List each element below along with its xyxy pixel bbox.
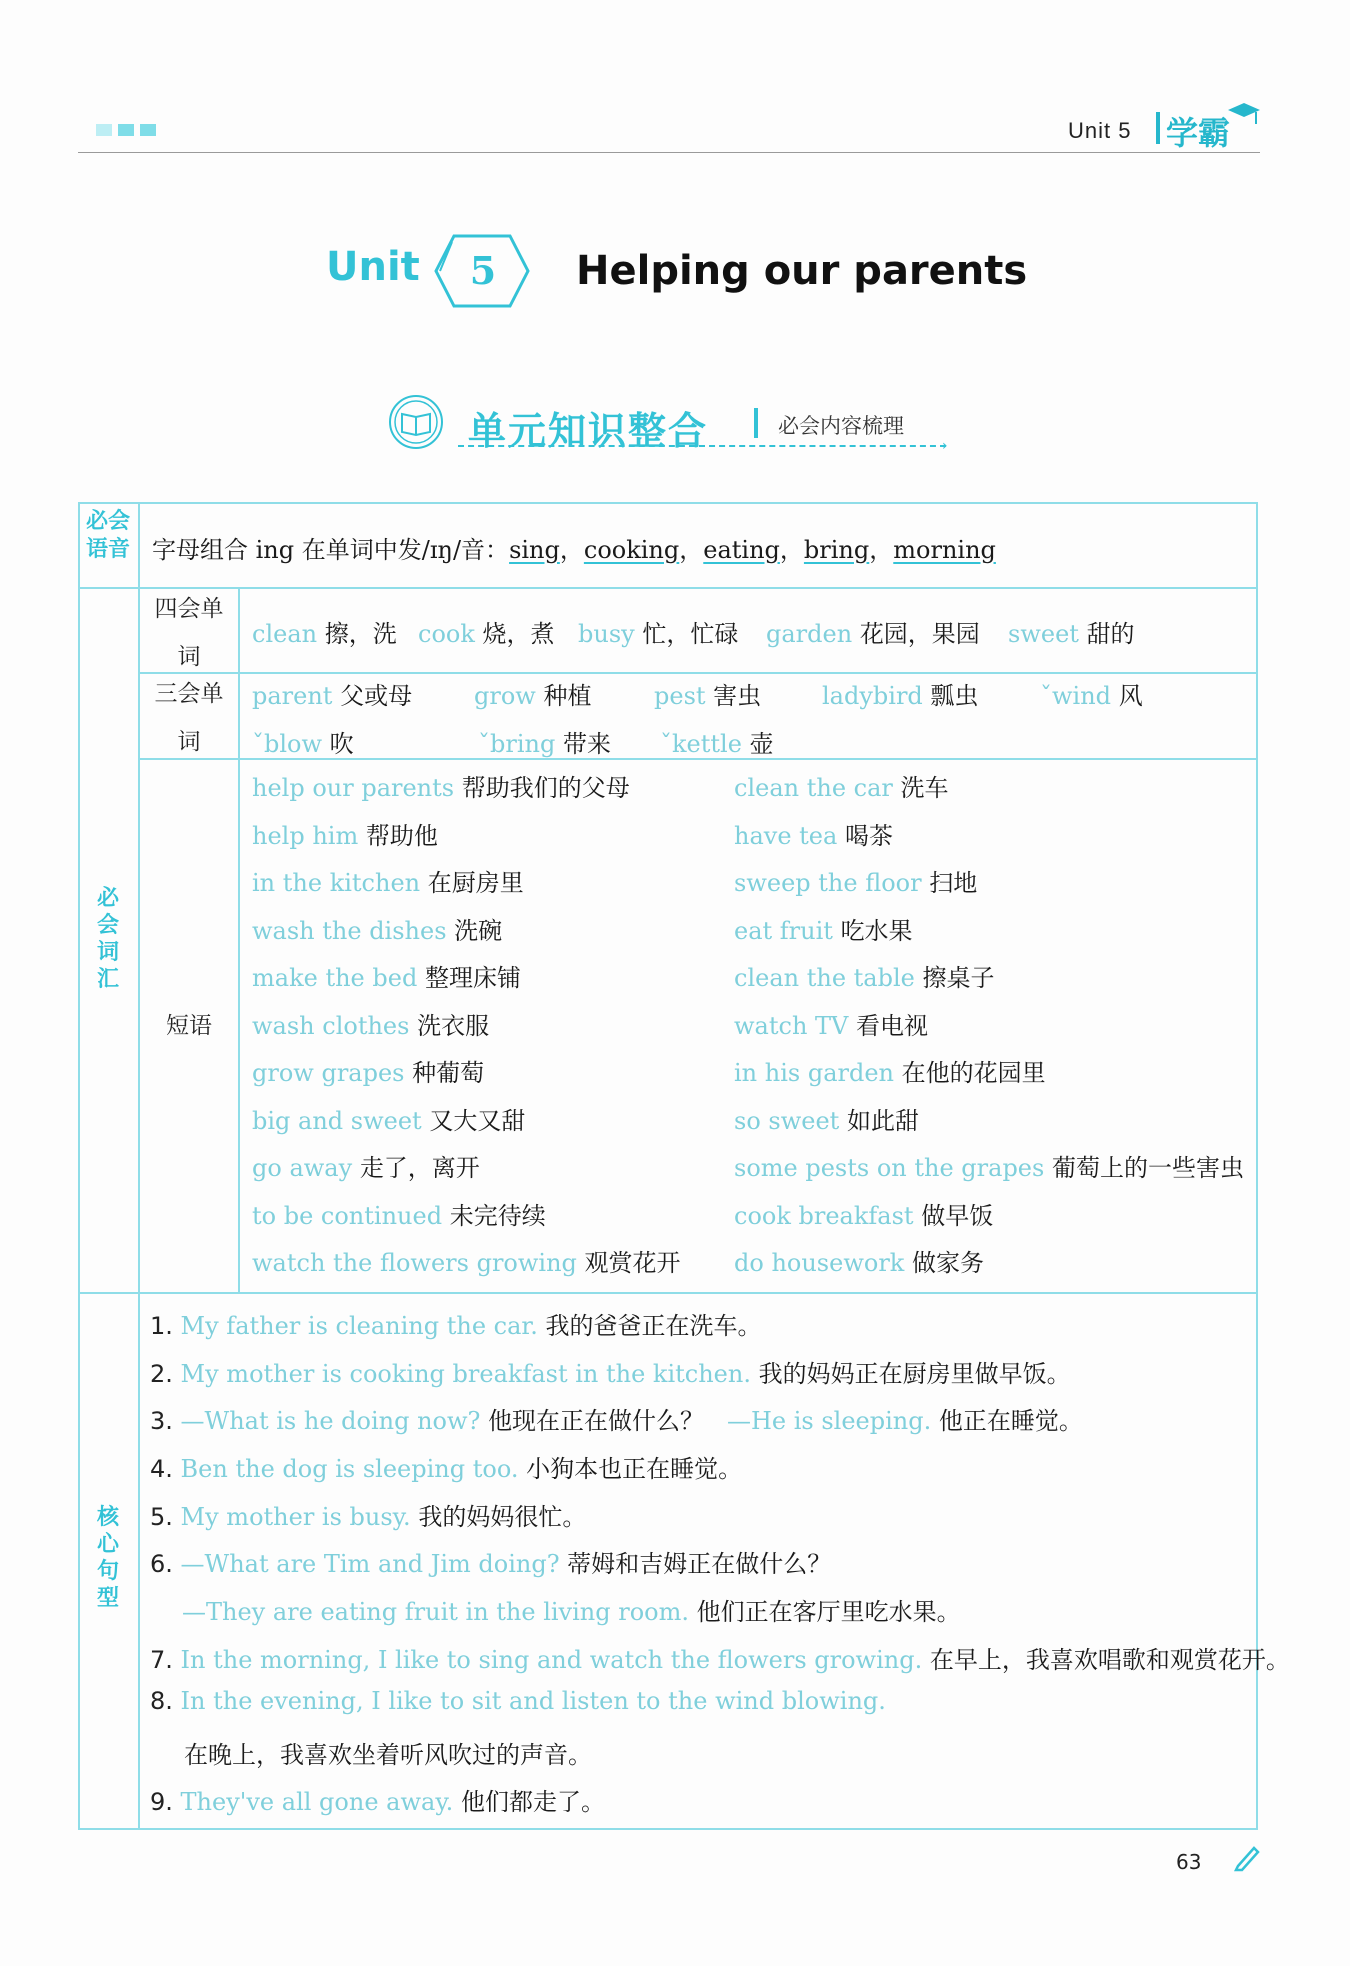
three-skill-word	[822, 676, 978, 711]
phonics-word: cooking	[583, 536, 680, 564]
word-zh: 种植	[543, 682, 592, 710]
phrases-label: 短语	[166, 1013, 212, 1039]
phrase-zh: 做家务	[911, 1249, 984, 1277]
phrase-en: sweep the floor	[734, 869, 922, 897]
three-skill-word	[252, 676, 412, 711]
four-skill-word	[766, 614, 980, 649]
sentence-number: 9.	[150, 1788, 173, 1816]
sentence-en: In the evening, I like to sit and listen to the wind blowing.	[180, 1687, 886, 1715]
section-title: 单元知识整合	[468, 409, 709, 453]
word-zh: 父或母	[340, 682, 413, 710]
sentence-number: 3.	[150, 1407, 173, 1435]
sentence-zh: 在早上，我喜欢唱歌和观赏花开。	[929, 1646, 1290, 1674]
phrase-zh: 整理床铺	[424, 964, 521, 992]
phrase-zh: 葡萄上的一些害虫	[1051, 1154, 1244, 1182]
sentence-en: In the morning, I like to sing and watch the flowers growing.	[180, 1646, 923, 1674]
open-book-icon	[388, 394, 444, 450]
sentence-en: —What are Tim and Jim doing?	[180, 1550, 560, 1578]
phonics-word: bring	[803, 536, 870, 564]
word-en: grow	[474, 682, 536, 710]
word-en: ˇblow	[252, 730, 323, 758]
word-en: clean	[252, 620, 318, 648]
phrase-item	[734, 816, 893, 851]
sentence-line	[150, 1449, 742, 1484]
phrase-en: clean the car	[734, 774, 893, 802]
phrase-zh: 扫地	[929, 869, 978, 897]
sentence-line	[184, 1735, 592, 1770]
phrase-en: some pests on the grapes	[734, 1154, 1045, 1182]
sentence-line	[150, 1640, 1290, 1675]
phrase-zh: 喝茶	[844, 821, 893, 850]
three-skill-word	[1040, 676, 1143, 711]
sentence-number: 2.	[150, 1360, 173, 1388]
sentence-number: 4.	[150, 1455, 173, 1483]
header-decoration	[96, 124, 156, 136]
phrase-en: make the bed	[252, 964, 418, 992]
phrase-zh: 吃水果	[840, 916, 913, 945]
sentence-en: My mother is busy.	[180, 1503, 411, 1531]
phrase-en: help him	[252, 821, 359, 850]
phrase-zh: 如此甜	[846, 1106, 919, 1135]
phrase-zh: 洗车	[900, 774, 949, 802]
phrase-en: have tea	[734, 821, 838, 850]
phrase-item	[734, 1243, 984, 1278]
word-en: ˇbring	[478, 730, 556, 758]
header-rule	[78, 152, 1260, 153]
phrase-en: in the kitchen	[252, 869, 421, 897]
phrase-en: clean the table	[734, 964, 915, 992]
word-en: cook	[418, 620, 475, 648]
word-en: parent	[252, 682, 333, 710]
sentence-en: Ben the dog is sleeping too.	[180, 1455, 519, 1483]
sentence-zh: 他现在正在做什么？	[488, 1407, 705, 1435]
word-zh: 甜的	[1086, 620, 1135, 648]
four-skill-word	[252, 614, 397, 649]
phrase-item	[734, 1148, 1244, 1183]
table-divider	[78, 1292, 1258, 1294]
phonics-intro: 字母组合 ing 在单词中发/ɪŋ/音：	[152, 536, 510, 564]
phrase-item	[734, 1196, 993, 1231]
phrase-item	[252, 1101, 525, 1136]
sentence-en: —What is he doing now?	[180, 1407, 481, 1435]
phrase-zh: 未完待续	[449, 1201, 546, 1230]
sentence-zh: 我的妈妈很忙。	[418, 1503, 587, 1531]
table-divider	[78, 587, 1258, 589]
sentence-zh: 小狗本也正在睡觉。	[526, 1455, 743, 1483]
phrase-zh: 帮助我们的父母	[461, 774, 630, 802]
section-underline	[458, 445, 946, 447]
phrase-en: grow grapes	[252, 1059, 405, 1087]
phrase-en: do housework	[734, 1249, 905, 1277]
phrase-zh: 帮助他	[365, 821, 438, 850]
three-skill-word	[252, 724, 354, 759]
word-en: ladybird	[822, 682, 923, 710]
sentence-line	[150, 1401, 1083, 1436]
sentence-en: They've all gone away.	[180, 1788, 454, 1816]
pencil-icon	[1232, 1842, 1262, 1872]
word-zh: 带来	[562, 730, 611, 758]
word-en: busy	[578, 620, 635, 648]
sentence-line	[150, 1544, 831, 1579]
word-zh: 擦，洗	[324, 620, 397, 648]
header-brand: 学霸	[1166, 114, 1231, 152]
graduation-cap-icon	[1226, 100, 1262, 130]
phrase-item	[252, 1053, 484, 1088]
word-zh: 吹	[329, 730, 354, 758]
phrase-en: help our parents	[252, 774, 455, 802]
sentence-zh: 我的爸爸正在洗车。	[545, 1312, 762, 1340]
sentence-number: 7.	[150, 1646, 173, 1674]
word-zh: 壶	[749, 730, 774, 758]
sentence-line	[182, 1592, 961, 1627]
sentence-en: My father is cleaning the car.	[180, 1312, 538, 1340]
four-skill-label: 四会单词	[154, 596, 224, 670]
phrase-en: so sweet	[734, 1106, 840, 1135]
sentence-zh: 他们正在客厅里吃水果。	[696, 1598, 961, 1626]
phrase-en: wash the dishes	[252, 916, 447, 945]
three-skill-word	[474, 676, 591, 711]
word-en: pest	[654, 682, 706, 710]
unit-word: Unit	[326, 244, 420, 290]
sentence-number: 1.	[150, 1312, 173, 1340]
four-skill-word	[418, 614, 555, 649]
sentence-en: —They are eating fruit in the living room.	[182, 1598, 689, 1626]
sentence-zh: 他们都走了。	[460, 1788, 605, 1816]
phrase-item	[734, 768, 949, 803]
word-zh: 瓢虫	[930, 682, 979, 710]
phrase-en: to be continued	[252, 1201, 443, 1230]
phrase-item	[252, 1196, 546, 1231]
arrow-right-icon: ›	[942, 438, 948, 454]
phrase-zh: 种葡萄	[412, 1059, 485, 1087]
header-divider	[1156, 112, 1160, 144]
four-skill-word	[578, 614, 738, 649]
four-skill-word	[1008, 614, 1135, 649]
phonics-word: sing	[509, 536, 560, 564]
phrase-zh: 又大又甜	[429, 1106, 526, 1135]
word-en: garden	[766, 620, 853, 648]
table-divider	[138, 502, 140, 1830]
phrase-zh: 洗碗	[454, 916, 503, 945]
three-skill-word	[478, 724, 611, 759]
header-unit: Unit 5	[1068, 118, 1132, 143]
phrase-zh: 走了，离开	[359, 1154, 480, 1182]
word-en: ˇwind	[1040, 682, 1112, 710]
phrase-en: watch TV	[734, 1011, 849, 1040]
page-number: 63	[1176, 1850, 1202, 1874]
word-zh: 风	[1118, 682, 1143, 710]
phonics-word: eating	[703, 536, 780, 564]
phrase-item	[252, 768, 630, 803]
phrase-zh: 观赏花开	[584, 1249, 681, 1277]
section-subtitle: 必会内容梳理	[778, 414, 904, 438]
sentence-en: My mother is cooking breakfast in the kitchen.	[180, 1360, 751, 1388]
word-en: sweet	[1008, 620, 1079, 648]
sentence-zh: 我的妈妈正在厨房里做早饭。	[758, 1360, 1071, 1388]
word-zh: 忙，忙碌	[642, 620, 739, 648]
phrase-zh: 洗衣服	[417, 1011, 490, 1040]
sentence-zh: 在晚上，我喜欢坐着听风吹过的声音。	[184, 1741, 592, 1769]
phonics-label: 必会语音	[85, 509, 130, 562]
phrase-item	[252, 1006, 489, 1041]
phrase-en: in his garden	[734, 1059, 895, 1087]
page-title: Helping our parents	[576, 248, 1028, 294]
phrase-item	[734, 863, 977, 898]
phonics-word: morning	[893, 536, 996, 564]
phrase-en: cook breakfast	[734, 1201, 914, 1230]
sentence-line	[150, 1306, 762, 1341]
sentence-zh: 蒂姆和吉姆正在做什么？	[567, 1550, 832, 1578]
sentence-zh: 他正在睡觉。	[938, 1407, 1083, 1435]
phrase-item	[734, 911, 913, 946]
word-zh: 烧，煮	[482, 620, 555, 648]
phrase-item	[252, 1148, 480, 1183]
separator: ，	[559, 536, 584, 564]
sentence-line	[150, 1354, 1071, 1389]
sentence-line	[150, 1687, 886, 1715]
three-skill-word	[660, 724, 774, 759]
sentence-line	[150, 1782, 605, 1817]
sentence-number: 8.	[150, 1687, 173, 1715]
separator: ，	[779, 536, 804, 564]
sentences-label: 核心句型	[96, 1505, 119, 1611]
phrase-item	[252, 863, 524, 898]
separator: ，	[679, 536, 704, 564]
phrase-en: watch the flowers growing	[252, 1249, 577, 1277]
unit-number: 5	[469, 248, 497, 293]
phonics-text	[152, 530, 996, 565]
vocab-label: 必会词汇	[96, 886, 119, 992]
phrase-en: big and sweet	[252, 1106, 422, 1135]
section-divider	[754, 408, 758, 438]
sentence-en: —He is sleeping.	[726, 1407, 932, 1435]
separator: ，	[869, 536, 894, 564]
table-divider	[238, 587, 240, 1292]
phrase-item	[734, 1101, 919, 1136]
phrase-en: wash clothes	[252, 1011, 410, 1040]
phrase-zh: 做早饭	[921, 1201, 994, 1230]
sentence-line	[150, 1497, 586, 1532]
three-skill-label: 三会单词	[154, 681, 224, 755]
three-skill-word	[654, 676, 761, 711]
phrase-zh: 在厨房里	[427, 869, 524, 897]
phrase-item	[734, 1006, 928, 1041]
phrase-item	[252, 911, 502, 946]
sentence-number: 5.	[150, 1503, 173, 1531]
phrase-zh: 擦桌子	[922, 964, 995, 992]
phrase-item	[252, 816, 438, 851]
word-zh: 花园，果园	[859, 620, 980, 648]
phrase-en: eat fruit	[734, 916, 833, 945]
table-divider	[138, 672, 1258, 674]
phrase-zh: 看电视	[856, 1011, 929, 1040]
phrase-en: go away	[252, 1154, 353, 1182]
phrase-item	[252, 1243, 681, 1278]
phrase-item	[252, 958, 521, 993]
phrase-item	[734, 1053, 1046, 1088]
word-zh: 害虫	[713, 682, 762, 710]
phrase-item	[734, 958, 994, 993]
sentence-number: 6.	[150, 1550, 173, 1578]
word-en: ˇkettle	[660, 730, 742, 758]
phrase-zh: 在他的花园里	[901, 1059, 1046, 1087]
